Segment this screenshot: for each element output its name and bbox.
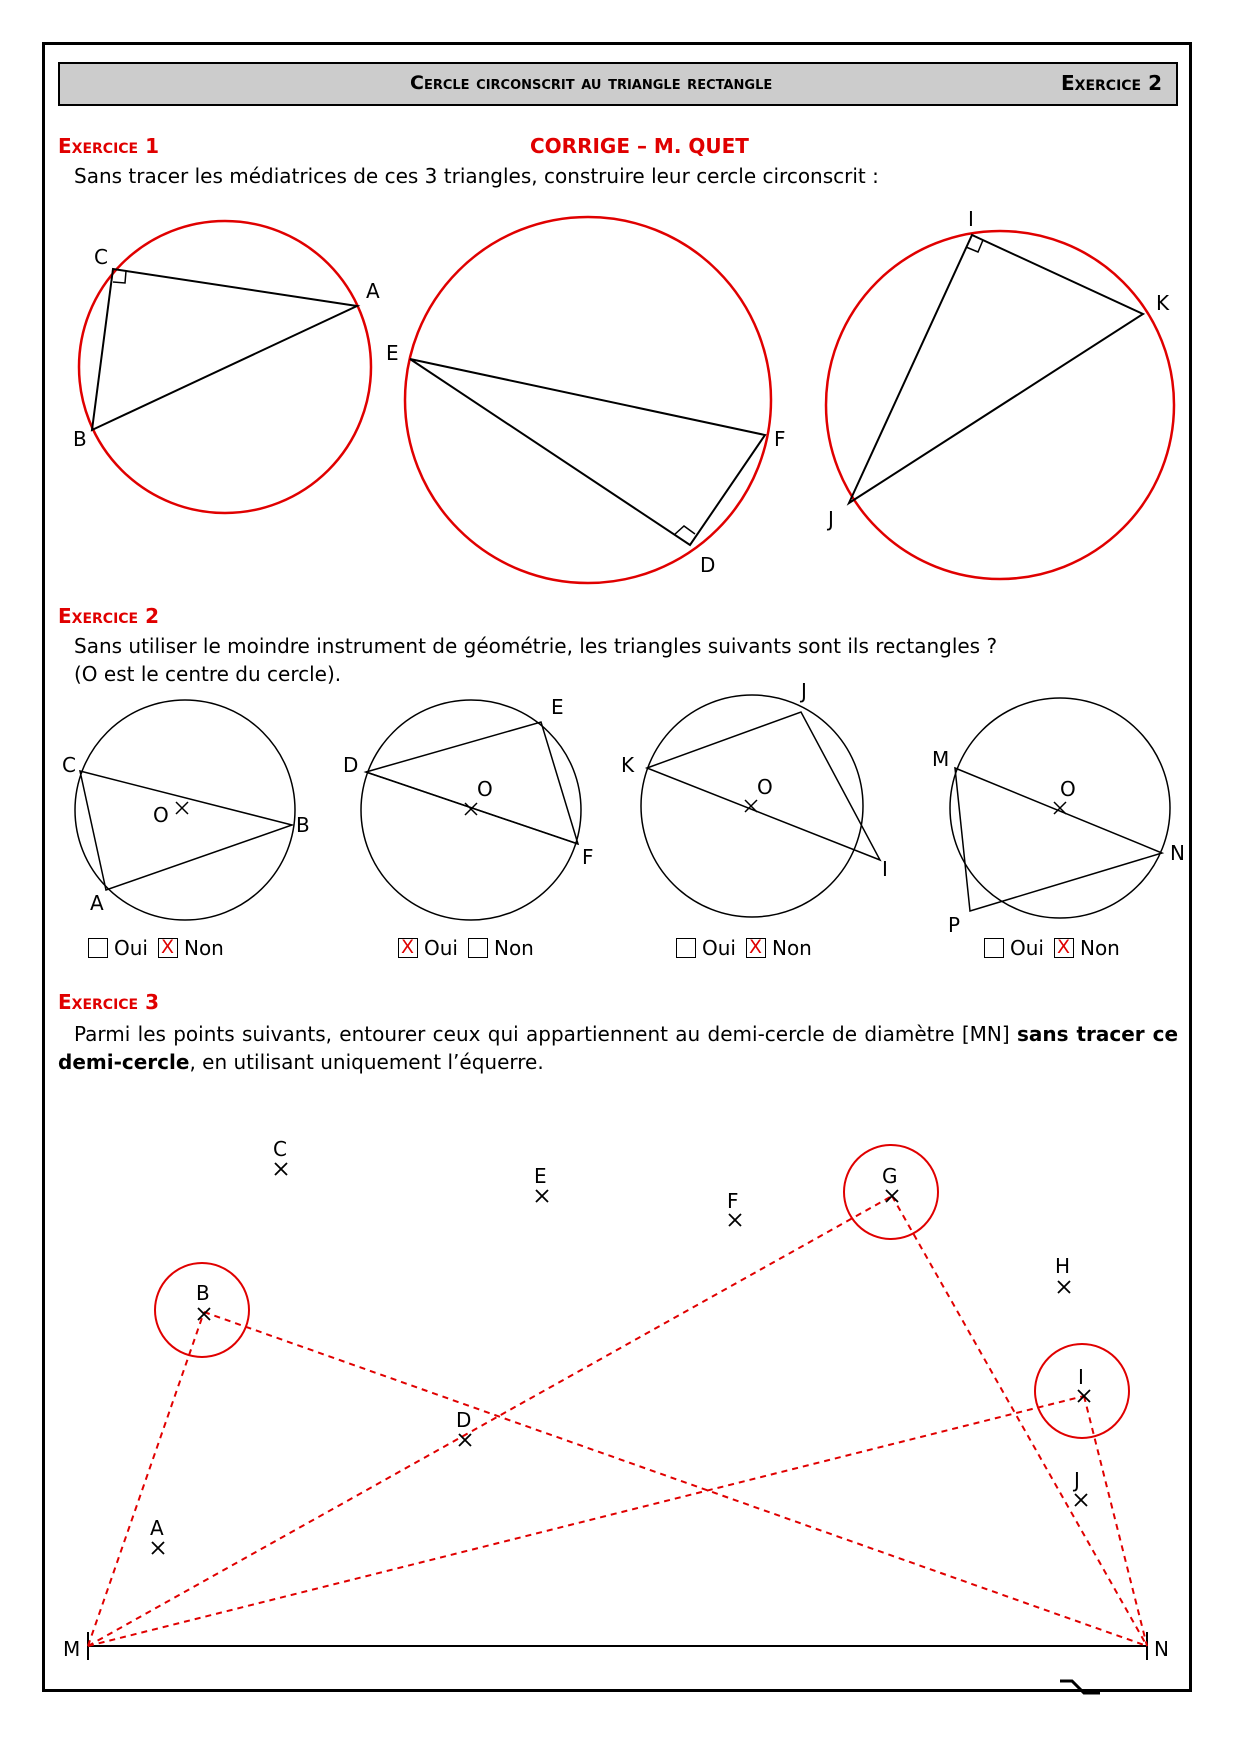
ex3-instruction-bold: sans tracer ce demi-cercle: [58, 1022, 1179, 1074]
answer-group-1: [88, 936, 234, 960]
ex3-instruction-end: , en utilisant uniquement l’équerre.: [189, 1050, 544, 1074]
point-label: O: [757, 775, 773, 799]
checkbox-oui[interactable]: [88, 938, 108, 958]
point-label: D: [700, 553, 716, 577]
header-exercise: Exercice 2: [1061, 71, 1162, 95]
point-label: G: [882, 1164, 898, 1188]
checkbox-non[interactable]: [746, 938, 766, 958]
point-label: O: [153, 803, 169, 827]
point-label: I: [968, 207, 974, 231]
non-label: Non: [493, 936, 534, 960]
triangle-cab: [92, 269, 357, 430]
checkbox-oui[interactable]: [398, 938, 418, 958]
answer-group-3: [676, 936, 822, 960]
point-label: J: [801, 679, 807, 703]
non-label: Non: [183, 936, 224, 960]
triangle-ikj: [849, 235, 1143, 503]
ex2-heading: Exercice 2: [58, 604, 159, 628]
point-label: D: [343, 753, 359, 777]
ex1-instruction: Sans tracer les médiatrices de ces 3 triangles, construire leur cercle circonscrit :: [74, 164, 879, 188]
non-label: Non: [1079, 936, 1120, 960]
point-label: N: [1154, 1637, 1169, 1661]
circle-g: [844, 1145, 938, 1239]
point-label: F: [774, 427, 786, 451]
point-label: D: [456, 1408, 472, 1432]
page-corner-mark: [1060, 1675, 1100, 1699]
ex1-figure-3: [826, 207, 1174, 579]
point-label: C: [273, 1137, 287, 1161]
ex2-figure-4: [932, 698, 1185, 937]
oui-label: Oui: [1010, 936, 1044, 960]
point-crosses: [152, 1163, 1090, 1554]
center-mark: [176, 802, 188, 814]
checkbox-non[interactable]: [1054, 938, 1074, 958]
point-label: C: [62, 753, 76, 777]
header-title: Cercle circonscrit au triangle rectangle: [410, 72, 773, 94]
non-label: Non: [771, 936, 812, 960]
point-label: P: [948, 913, 961, 937]
point-label: B: [73, 427, 87, 451]
right-angle-mark: [674, 526, 695, 535]
point-label: M: [932, 747, 950, 771]
point-label: F: [727, 1189, 739, 1213]
point-label: J: [1074, 1468, 1080, 1492]
answer-group-2: [398, 936, 544, 960]
oui-label: Oui: [424, 936, 458, 960]
point-label: A: [366, 279, 380, 303]
point-label: I: [882, 857, 888, 881]
answer-group-4: [984, 936, 1130, 960]
center-mark: [745, 800, 757, 812]
circumcircle: [405, 217, 771, 583]
ex2-figure-1: [62, 700, 310, 920]
ex2-instruction-1: Sans utiliser le moindre instrument de géométrie, les triangles suivants sont ils rectangles ?: [74, 634, 998, 658]
ex2-figure-3: [621, 679, 888, 917]
point-label: I: [1078, 1365, 1084, 1389]
ex2-instruction-2: (O est le centre du cercle).: [74, 662, 342, 686]
ex2-figure-2: [343, 695, 594, 920]
oui-label: Oui: [702, 936, 736, 960]
point-label: C: [94, 245, 108, 269]
ex3-figure: [63, 1137, 1169, 1661]
point-label: O: [477, 777, 493, 801]
point-label: K: [1156, 291, 1170, 315]
triangle-efd: [410, 359, 765, 545]
circle-b: [155, 1263, 249, 1357]
point-label: B: [296, 813, 310, 837]
checkbox-oui[interactable]: [676, 938, 696, 958]
oui-label: Oui: [114, 936, 148, 960]
point-label: F: [582, 845, 594, 869]
checkbox-oui[interactable]: [984, 938, 1004, 958]
right-angle-checks: [88, 1196, 1147, 1646]
ex1-figure-1: [73, 221, 380, 513]
point-label: K: [621, 753, 635, 777]
point-label: O: [1060, 777, 1076, 801]
ex1-heading: Exercice 1: [58, 134, 159, 158]
ex1-figure-2: [386, 217, 786, 583]
point-label: E: [551, 695, 564, 719]
ex3-instruction-text: Parmi les points suivants, entourer ceux qui appartiennent au demi-cercle de diamètre [MN]: [74, 1022, 1010, 1046]
point-label: A: [90, 891, 104, 915]
ex3-instruction: [58, 1020, 1178, 1076]
point-label: E: [386, 341, 399, 365]
point-label: A: [150, 1516, 164, 1540]
point-label: N: [1170, 841, 1185, 865]
center-mark: [1054, 802, 1066, 814]
point-label: B: [196, 1281, 210, 1305]
checkbox-non[interactable]: [468, 938, 488, 958]
ex3-heading: Exercice 3: [58, 990, 159, 1014]
circle-i: [1035, 1344, 1129, 1438]
point-label: M: [63, 1637, 81, 1661]
point-label: E: [534, 1164, 547, 1188]
corrige-label: CORRIGE – M. QUET: [530, 134, 749, 158]
point-label: H: [1055, 1254, 1071, 1278]
point-label: J: [828, 507, 834, 531]
checkbox-non[interactable]: [158, 938, 178, 958]
